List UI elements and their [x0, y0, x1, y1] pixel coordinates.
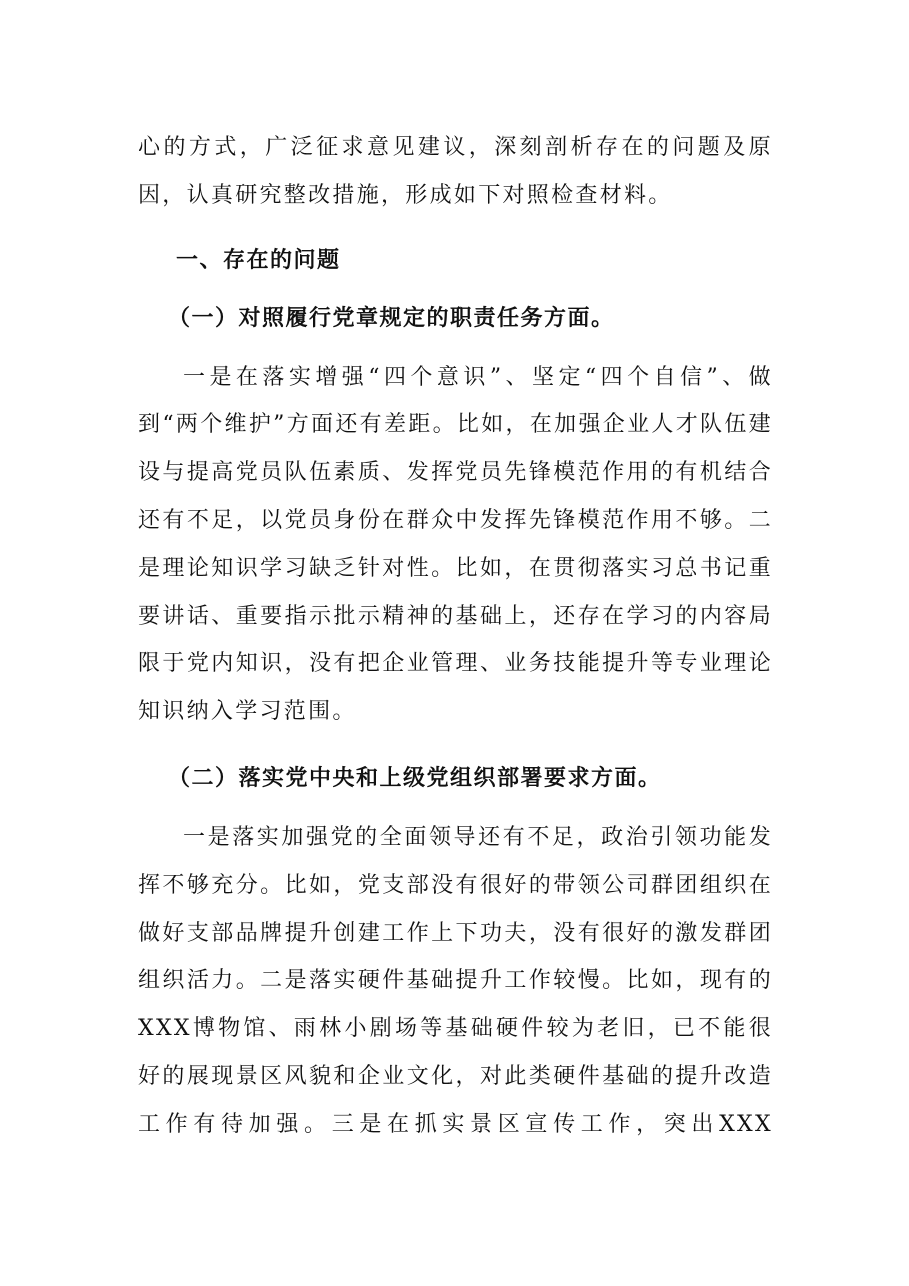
subsection-2-body: 一是落实加强党的全面领导还有不足，政治引领功能发挥不够充分。比如，党支部没有很好的带领公司群团组织在做好支部品牌提升创建工作上下功夫，没有很好的激发群团组织活力。二是落实硬件基础提升工作较慢。比如，现有的XXX博物馆、雨林小剧场等基础硬件较为老旧，已不能很好的展现景区风貌和企业文化，对此类硬件基础的提升改造工作有待加强。三是在抓实景区宣传工作，突出XXX: [138, 824, 773, 1137]
subsection-heading-1: （一）对照履行党章规定的职责任务方面。: [168, 305, 615, 331]
subsection-heading-2: （二）落实党中央和上级党组织部署要求方面。: [168, 765, 662, 791]
subsection-1-body: 一是在落实增强“四个意识”、坚定“四个自信”、做到“两个维护”方面还有差距。比如，在加强企业人才队伍建设与提高党员队伍素质、发挥党员先锋模范作用的有机结合还有不足，以党员身份在群众中发挥先锋模范作用不够。二是理论知识学习缺乏针对性。比如，在贯彻落实习总书记重要讲话、重要指示批示精神的基础上，还存在学习的内容局限于党内知识，没有把企业管理、业务技能提升等专业理论知识纳入学习范围。: [138, 364, 773, 725]
document-body: [138, 124, 773, 1149]
intro-paragraph: 心的方式，广泛征求意见建议，深刻剖析存在的问题及原因，认真研究整改措施，形成如下对照检查材料。: [138, 135, 773, 208]
section-heading-problems: 一、存在的问题: [176, 247, 341, 273]
